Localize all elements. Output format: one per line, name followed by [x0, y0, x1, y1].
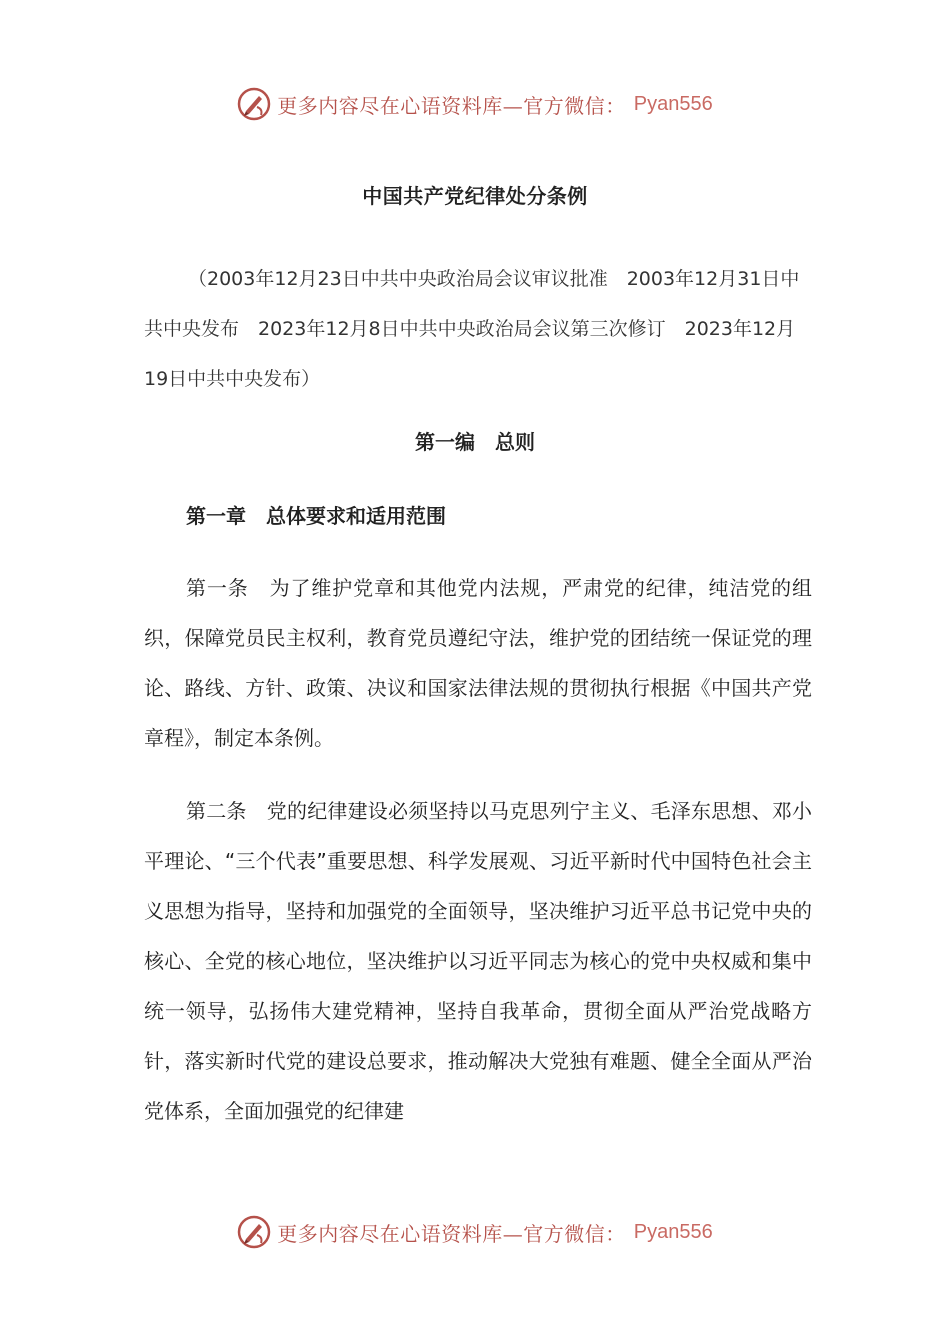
- watermark-wechat-id: Pyan556: [633, 92, 713, 115]
- article-text: 党的纪律建设必须坚持以马克思列宁主义、毛泽东思想、邓小平理论、“三个代表”重要思想、科学发展观、习近平新时代中国特色社会主义思想为指导，坚持和加强党的全面领导，坚决维护习近平总书记党中央的核心、全党的核心地位，坚决维护以习近平同志为核心的党中央权威和集中统一领导，弘扬伟大建党精神，坚持自我革命，贯彻全面从严治党战略方针，落实新时代党的建设总要求，推动解决大党独有难题、健全全面从严治党体系，全面加强党的纪律建: [144, 799, 813, 1123]
- header-watermark: [0, 84, 950, 124]
- article-number: 第二条: [186, 799, 247, 823]
- article-2: [144, 786, 812, 1136]
- part-title: 第一编 总则: [415, 430, 535, 454]
- document-title: 中国共产党纪律处分条例: [362, 184, 588, 208]
- watermark-text: 更多内容尽在心语资料库—官方微信：: [277, 1221, 626, 1246]
- watermark-wechat-id: Pyan556: [633, 1220, 713, 1243]
- article-text: 为了维护党章和其他党内法规，严肃党的纪律，纯洁党的组织，保障党员民主权利，教育党员遵纪守法，维护党的团结统一保证党的理论、路线、方针、政策、决议和国家法律法规的贯彻执行根据《中国共产党章程》，制定本条例。: [144, 576, 813, 750]
- article-number: 第一条: [186, 576, 249, 600]
- watermark-text: 更多内容尽在心语资料库—官方微信：: [277, 93, 626, 118]
- article-1: [144, 563, 812, 763]
- pen-logo-icon: [237, 1215, 271, 1249]
- footer-watermark: [0, 1212, 950, 1252]
- pen-logo-icon: [237, 87, 271, 121]
- document-meta: （2003年12月23日中共中央政治局会议审议批准 2003年12月31日中共中央发布 2023年12月8日中共中央政治局会议第三次修订 2023年12月19日中共中央发布）: [144, 268, 800, 390]
- chapter-title: 第一章 总体要求和适用范围: [186, 504, 446, 528]
